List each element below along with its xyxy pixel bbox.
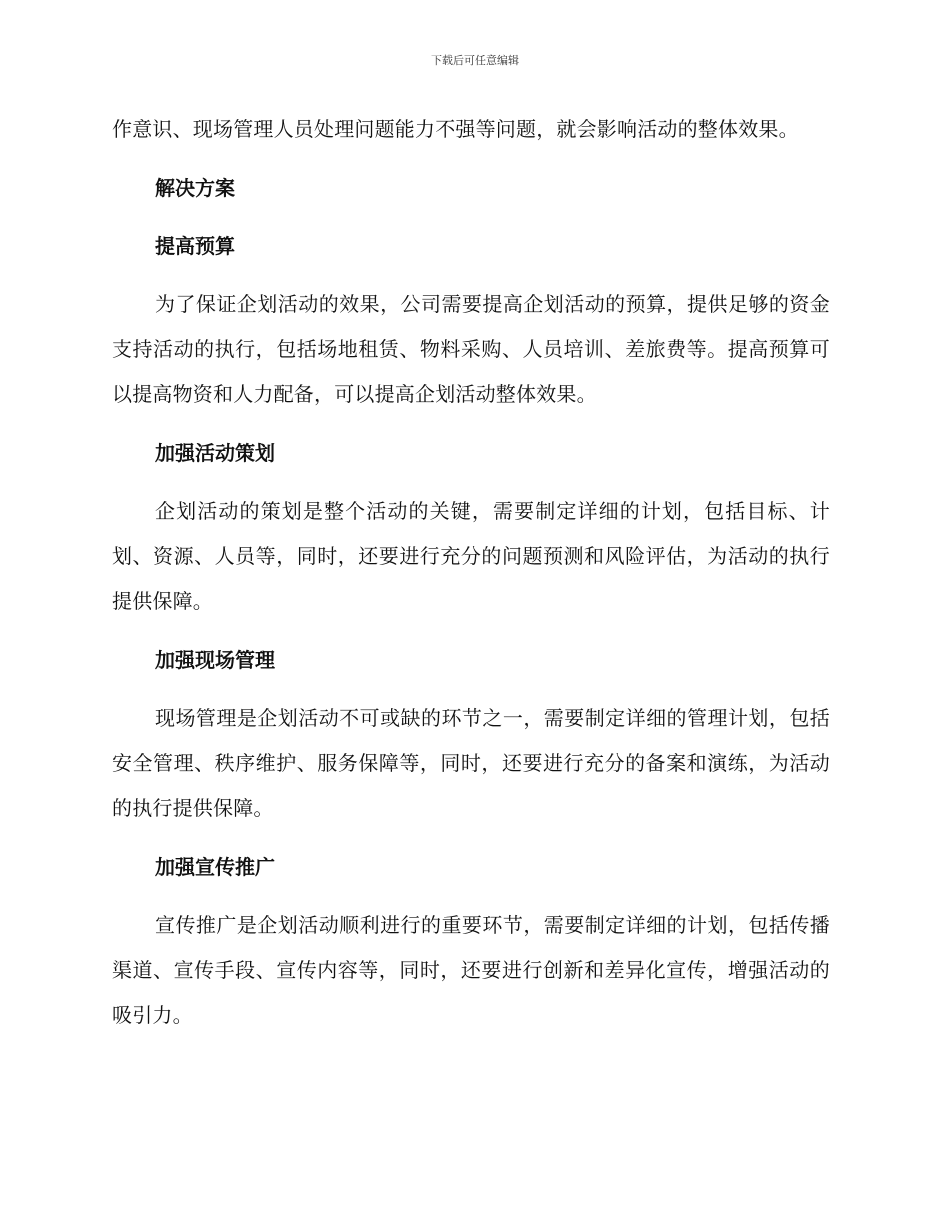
section-heading-budget: 提高预算 (155, 234, 235, 258)
document-body (112, 107, 830, 1052)
intro-paragraph: 作意识、现场管理人员处理问题能力不强等问题，就会影响活动的整体效果。 (112, 117, 799, 141)
section-body-promotion: 宣传推广是企划活动顺利进行的重要环节，需要制定详细的计划，包括传播渠道、宣传手段、宣传内容等，同时，还要进行创新和差异化宣传，增强活动的吸引力。 (112, 913, 830, 1027)
page-header: 下载后可任意编辑 (431, 54, 519, 67)
solution-heading: 解决方案 (155, 176, 235, 200)
section-heading-onsite: 加强现场管理 (155, 648, 275, 672)
section-body-budget: 为了保证企划活动的效果，公司需要提高企划活动的预算，提供足够的资金支持活动的执行，包括场地租赁、物料采购、人员培训、差旅费等。提高预算可以提高物资和人力配备，可以提高企划活动整体效果。 (112, 292, 830, 406)
section-body-planning: 企划活动的策划是整个活动的关键，需要制定详细的计划，包括目标、计划、资源、人员等，同时，还要进行充分的问题预测和风险评估，为活动的执行提供保障。 (112, 499, 830, 613)
section-body-onsite: 现场管理是企划活动不可或缺的环节之一，需要制定详细的管理计划，包括安全管理、秩序维护、服务保障等，同时，还要进行充分的备案和演练，为活动的执行提供保障。 (112, 706, 830, 820)
section-heading-promotion: 加强宣传推广 (155, 855, 275, 879)
section-heading-planning: 加强活动策划 (155, 441, 275, 465)
